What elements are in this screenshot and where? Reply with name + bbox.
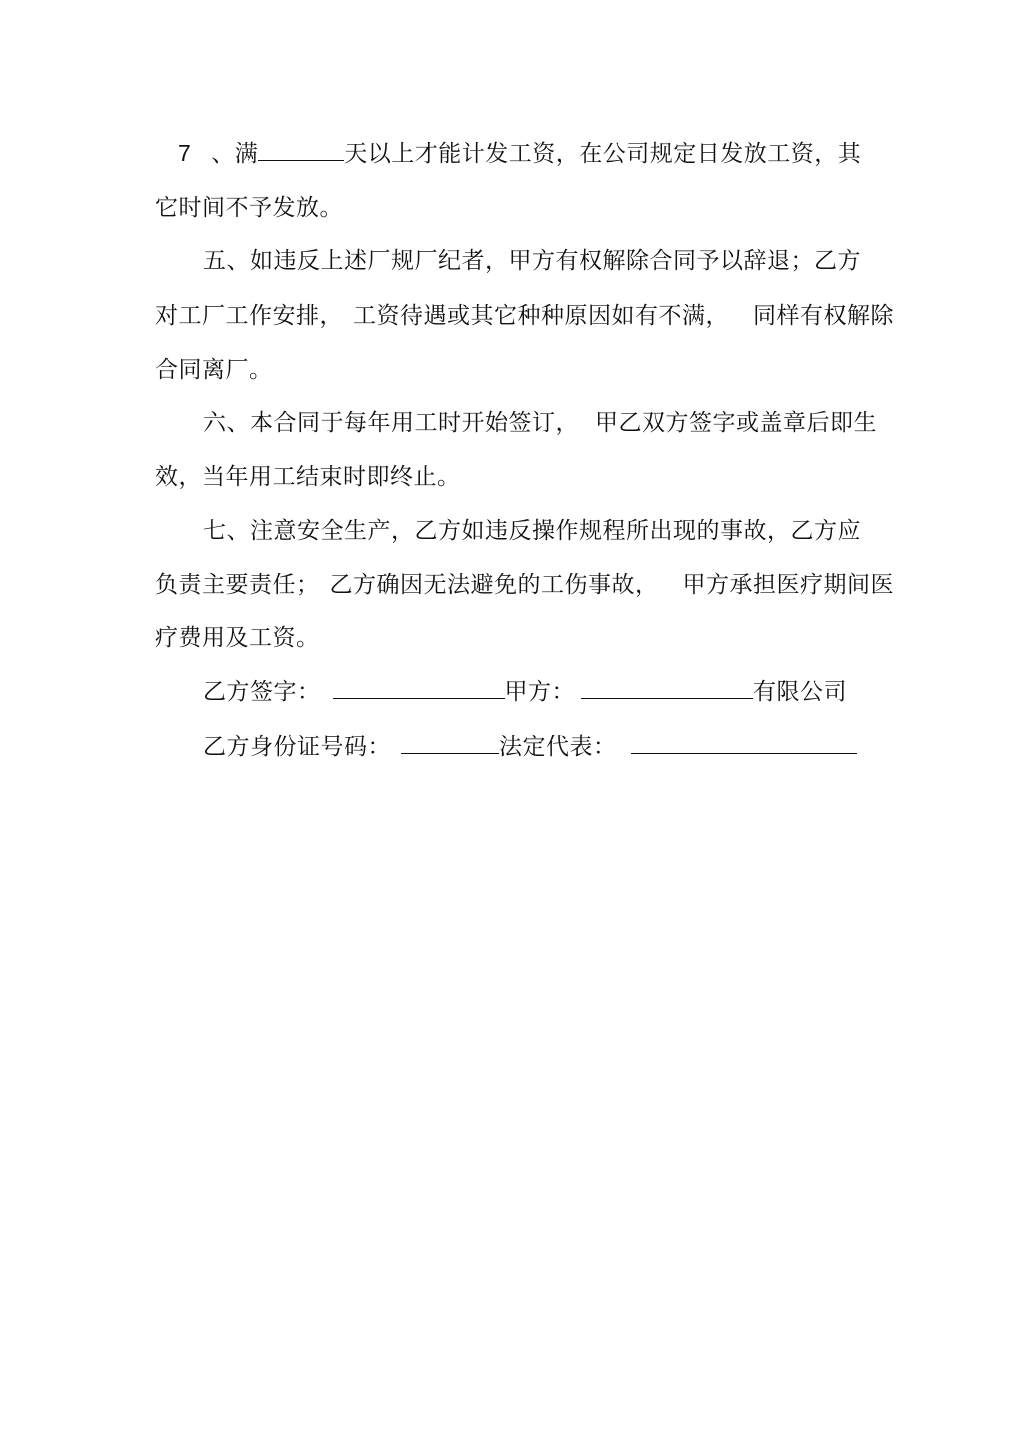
clause-5-line-2 [155, 301, 894, 331]
company-name-field[interactable] [581, 676, 753, 699]
clause-7b-line-3: 疗费用及工资。 [155, 625, 320, 651]
clause-7-line-1 [178, 138, 861, 169]
clause-7b-line-1: 七、注意安全生产，乙方如违反操作规程所出现的事故，乙方应 [203, 518, 861, 544]
party-a-label: 甲方： [504, 679, 575, 705]
clause-5-part-a: 对工厂工作安排， [155, 303, 343, 329]
signature-line-1 [203, 676, 847, 707]
clause-7b-part-c: 甲方承担医疗期间医 [682, 572, 894, 598]
clause-6-part-a: 六、本合同于每年用工时开始签订， [203, 410, 579, 436]
clause-7-line-2: 它时间不予发放。 [155, 195, 343, 221]
clause-7-suffix: 天以上才能计发工资，在公司规定日发放工资，其 [344, 141, 862, 167]
clause-6-line-2: 效，当年用工结束时即终止。 [155, 464, 461, 490]
clause-7-prefix: 、满 [211, 141, 259, 167]
party-b-id-field[interactable] [401, 731, 499, 754]
clause-7b-part-a: 负责主要责任； [155, 572, 320, 598]
signature-line-2 [203, 731, 857, 762]
company-suffix: 有限公司 [753, 679, 847, 705]
legal-rep-field[interactable] [631, 731, 857, 754]
clause-5-line-3: 合同离厂。 [155, 357, 273, 383]
party-b-sign-label: 乙方签字： [203, 679, 321, 705]
clause-7b-part-b: 乙方确因无法避免的工伤事故， [329, 572, 659, 598]
legal-rep-label: 法定代表： [499, 734, 617, 760]
party-b-sign-field[interactable] [333, 676, 505, 699]
clause-7b-line-2 [155, 570, 894, 600]
clause-6-line-1 [203, 408, 877, 438]
party-b-id-label: 乙方身份证号码： [203, 734, 391, 760]
clause-6-part-b: 甲乙双方签字或盖章后即生 [595, 410, 877, 436]
clause-5-part-b: 工资待遇或其它种种原因如有不满， [353, 303, 729, 329]
days-blank-field[interactable] [258, 138, 344, 161]
clause-number: 7 [178, 140, 192, 166]
clause-5-part-c: 同样有权解除 [753, 303, 894, 329]
clause-5-line-1: 五、如违反上述厂规厂纪者，甲方有权解除合同予以辞退；乙方 [203, 248, 861, 274]
